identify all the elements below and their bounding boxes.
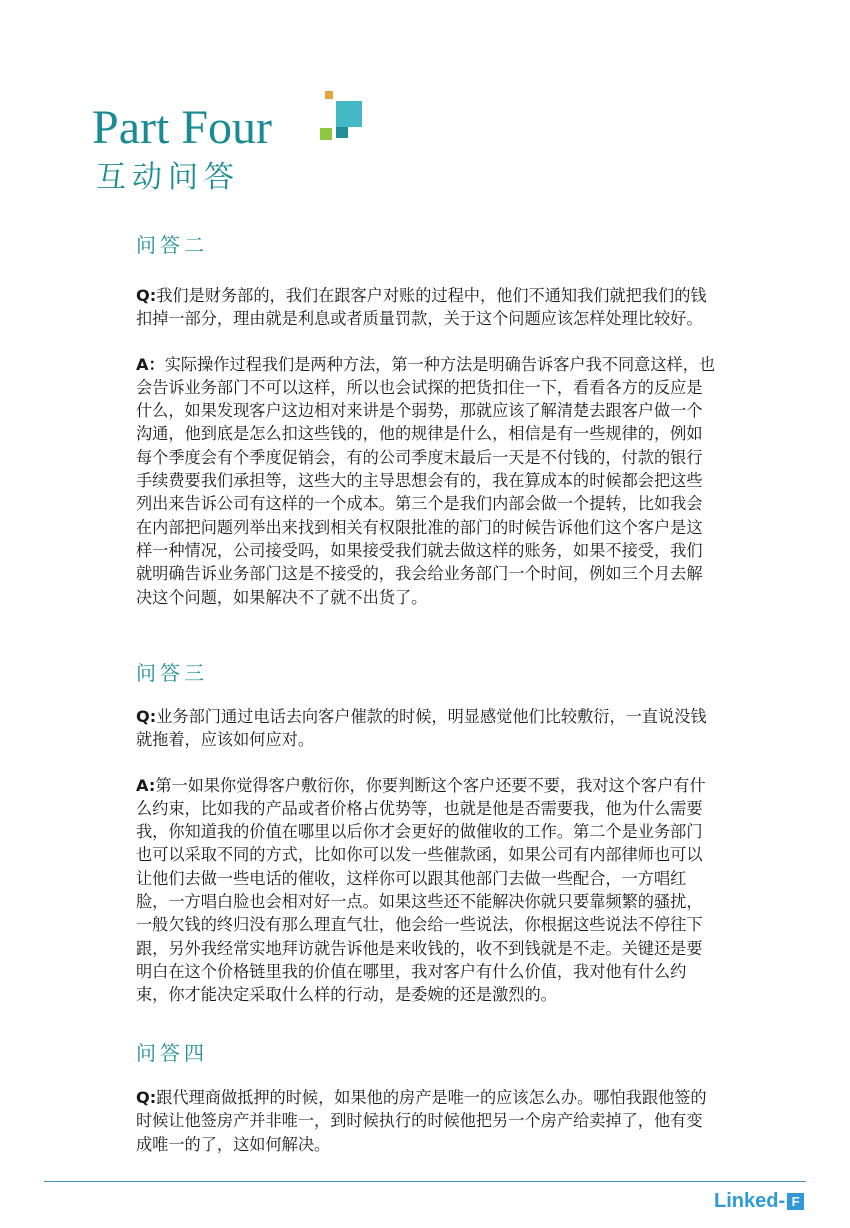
answer-text: 实际操作过程我们是两种方法，第一种方法是明确告诉客户我不同意这样，也会告诉业务部门不可以这样，所以也会试探的把货扣住一下，看看各方的反应是什么，如果发现客户这边相对来讲是个弱势，那就应该了解清楚去跟客户做一个沟通，他到底是怎么扣这些钱的，他的规律是什么，相信是有一些规律的，例如每个季度会有个季度促销会，有的公司季度末最后一天是不付钱的，付款的银行手续费要我们承担等，这些大的主导思想会有的，我在算成本的时候都会把这些列出来告诉公司有这样的一个成本。第三个是我们内部会做一个提转，比如我会在内部把问题列举出来找到相关有权限批准的部门的时候告诉他们这个客户是这样一种情况，公司接受吗，如果接受我们就去做这样的账务，如果不接受，我们就明确告诉业务部门这是不接受的，我会给业务部门一个时间，例如三个月去解决这个问题，如果解决不了就不出货了。 [136,354,716,607]
qa-section-3 [136,660,716,1007]
answer-label: A: [136,775,156,795]
section-heading: 问答二 [136,233,208,257]
question-text: 我们是财务部的，我们在跟客户对账的过程中，他们不通知我们就把我们的钱扣掉一部分，理由就是利息或者质量罚款，关于这个问题应该怎样处理比较好。 [136,286,707,329]
question-label: Q: [136,1088,157,1107]
green-square-icon [320,128,332,140]
qa-section-2 [136,232,716,609]
question-paragraph [136,705,716,752]
logo-text: Linked- [714,1189,786,1212]
answer-paragraph [136,774,716,1007]
question-paragraph [136,284,716,331]
section-heading: 问答四 [136,1041,208,1065]
footer-divider [44,1181,806,1182]
qa-section-4 [136,1040,716,1156]
answer-paragraph [136,353,716,609]
question-text: 跟代理商做抵押的时候，如果他的房产是唯一的应该怎么办。哪怕我跟他签的时候让他签房产并非唯一，到时候执行的时候他把另一个房产给卖掉了，他有变成唯一的了，这如何解决。 [136,1088,707,1154]
question-paragraph [136,1086,716,1156]
question-label: Q: [136,707,157,726]
section-heading: 问答三 [136,661,208,685]
teal-square-icon [336,127,348,138]
question-label: Q: [136,286,157,305]
linkedf-logo [714,1188,804,1214]
page-title-cn: 互动问答 [96,160,240,195]
answer-text: 第一如果你觉得客户敷衍你，你要判断这个客户还要不要，我对这个客户有什么约束，比如我的产品或者价格占优势等，也就是他是否需要我，他为什么需要我，你知道我的价值在哪里以后你才会更好的做催收的工作。第二个是业务部门也可以采取不同的方式，比如你可以发一些催款函，如果公司有内部律师也可以让他们去做一些电话的催收，这样你可以跟其他部门去做一些配合，一方唱红脸，一方唱白脸也会相对好一点。如果这些还不能解决你就只要靠频繁的骚扰，一般欠钱的终归没有那么理直气壮，他会给一些说法，你根据这些说法不停往下跟，另外我经常实地拜访就告诉他是来收钱的，收不到钱就是不走。关键还是要明白在这个价格链里我的价值在哪里，我对客户有什么价值，我对他有什么约束，你才能决定采取什么样的行动，是委婉的还是激烈的。 [136,775,706,1005]
cyan-square-icon [336,101,362,127]
logo-mark-icon: F [787,1193,804,1210]
answer-label: A： [136,354,165,374]
orange-square-icon [325,91,333,99]
page-title-en: Part Four [92,101,272,154]
question-text: 业务部门通过电话去向客户催款的时候，明显感觉他们比较敷衍，一直说没钱就拖着，应该如何应对。 [136,707,707,750]
